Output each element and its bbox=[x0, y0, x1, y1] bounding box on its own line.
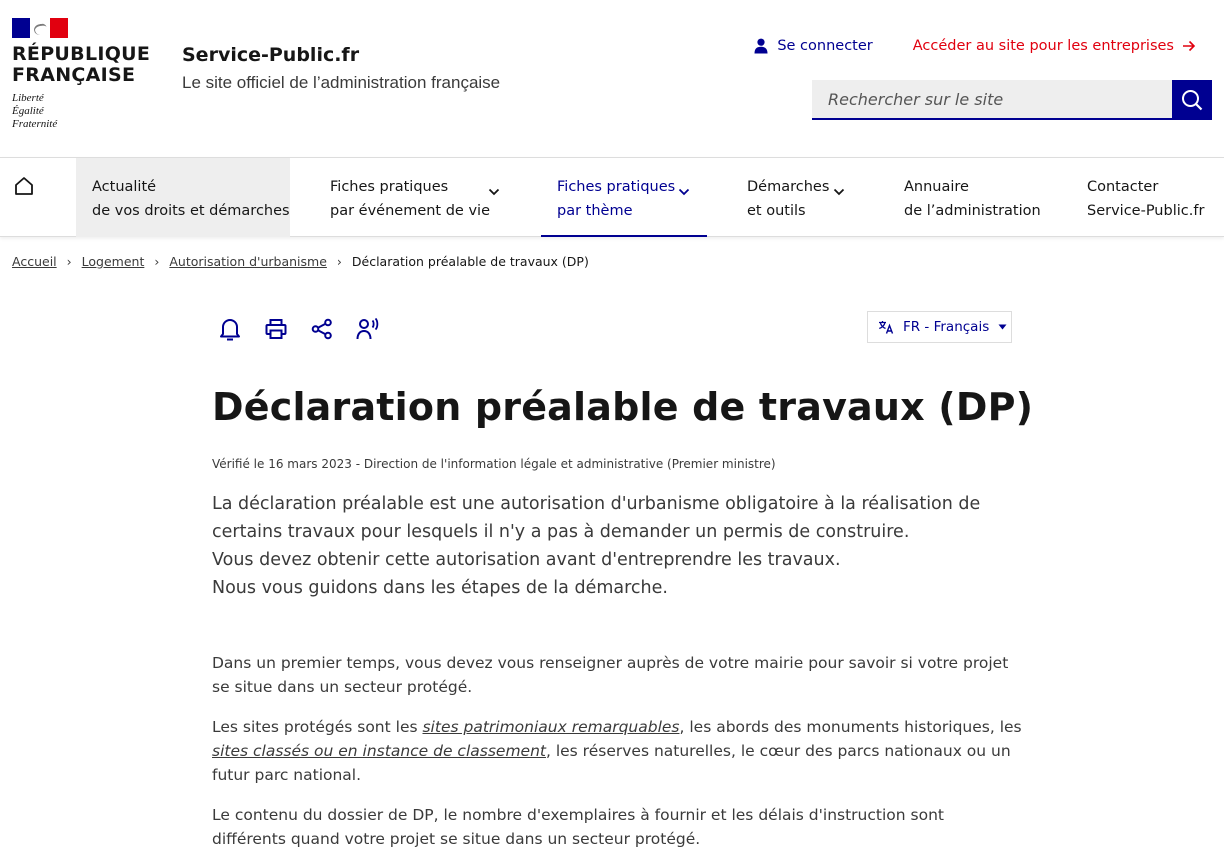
login-link[interactable] bbox=[754, 38, 872, 54]
enterprise-link[interactable] bbox=[913, 38, 1196, 54]
bell-icon bbox=[219, 317, 241, 341]
translate-icon bbox=[878, 320, 894, 334]
nav-item-line1: Actualité bbox=[92, 179, 157, 195]
nav-item-par-theme[interactable] bbox=[541, 158, 707, 237]
nav-home[interactable] bbox=[0, 158, 76, 237]
breadcrumb bbox=[12, 254, 589, 269]
nav-item-contacter[interactable] bbox=[1071, 158, 1221, 237]
logo-text bbox=[12, 44, 152, 86]
nav-item-line2: Service-Public.fr bbox=[1087, 203, 1205, 219]
breadcrumb-current: Déclaration préalable de travaux (DP) bbox=[351, 254, 589, 269]
page-title: Déclaration préalable de travaux (DP) bbox=[212, 385, 1034, 429]
link-sites-patrimoniaux[interactable]: sites patrimoniaux remarquables bbox=[422, 718, 680, 736]
page-tools bbox=[218, 316, 380, 342]
devise-egalite: Égalité bbox=[12, 105, 44, 117]
nav-item-line2: par événement de vie bbox=[330, 203, 490, 219]
nav-item-line1: Fiches pratiques bbox=[557, 179, 676, 195]
nav-item-line1: Fiches pratiques bbox=[330, 179, 449, 195]
search-input[interactable] bbox=[812, 80, 1172, 120]
breadcrumb-item[interactable]: Logement bbox=[81, 254, 145, 269]
text-to-speech-icon bbox=[356, 318, 380, 340]
nav-item-line1: Contacter bbox=[1087, 179, 1159, 195]
subscribe-alert-button[interactable] bbox=[218, 316, 242, 342]
language-selector[interactable] bbox=[867, 311, 1012, 343]
republique-francaise-logo[interactable] bbox=[12, 18, 152, 131]
site-brand[interactable] bbox=[182, 44, 500, 93]
link-sites-classes[interactable]: sites classés ou en instance de classement bbox=[212, 742, 546, 760]
main-navigation bbox=[0, 157, 1224, 237]
search-button[interactable] bbox=[1172, 80, 1212, 120]
paragraph-text: Les sites protégés sont les bbox=[212, 718, 423, 736]
site-header bbox=[0, 0, 1224, 157]
language-label: FR - Français bbox=[903, 319, 990, 335]
breadcrumb-item[interactable]: Accueil bbox=[12, 254, 57, 269]
chevron-right-icon: › bbox=[154, 254, 160, 269]
search-bar bbox=[812, 80, 1212, 120]
header-links bbox=[754, 38, 1196, 54]
verification-date: Vérifié le 16 mars 2023 - Direction de l'information légale et administrative (Premier ministre) bbox=[212, 457, 776, 471]
devise-fraternite: Fraternité bbox=[12, 118, 58, 130]
share-icon bbox=[311, 318, 333, 340]
lead-paragraph: Vous devez obtenir cette autorisation avant d'entreprendre les travaux. bbox=[212, 550, 841, 570]
arrow-right-icon bbox=[1182, 40, 1196, 52]
printer-icon bbox=[265, 318, 287, 340]
nav-item-demarches[interactable] bbox=[731, 158, 861, 237]
article-paragraph-1: Dans un premier temps, vous devez vous renseigner auprès de votre mairie pour savoir si votre projet se situe dans un secteur protégé. bbox=[212, 654, 1009, 696]
nav-item-line2: de vos droits et démarches bbox=[92, 203, 290, 219]
site-subtitle: Le site officiel de l’administration française bbox=[182, 73, 501, 92]
article-paragraph-2 bbox=[212, 715, 1022, 787]
print-button[interactable] bbox=[264, 316, 288, 342]
caret-down-icon bbox=[998, 324, 1007, 330]
breadcrumb-item[interactable]: Autorisation d'urbanisme bbox=[169, 254, 327, 269]
nav-item-line1: Démarches bbox=[747, 179, 830, 195]
paragraph-text: , les réserves naturelles, le cœur des parcs nationaux ou un futur parc national. bbox=[212, 742, 1011, 784]
user-icon bbox=[754, 38, 768, 54]
chevron-right-icon: › bbox=[66, 254, 72, 269]
chevron-right-icon: › bbox=[336, 254, 342, 269]
logo-line-1: RÉPUBLIQUE bbox=[12, 43, 151, 65]
nav-item-annuaire[interactable] bbox=[888, 158, 1058, 237]
article-paragraph-3: Le contenu du dossier de DP, le nombre d'exemplaires à fournir et les délais d'instruction sont différents quand votre projet se situe dans un secteur protégé. bbox=[212, 806, 944, 848]
marianne-flag-icon bbox=[12, 18, 68, 38]
search-icon bbox=[1181, 89, 1203, 111]
nav-item-evenement-de-vie[interactable] bbox=[314, 158, 514, 237]
nav-item-line2: de l’administration bbox=[904, 203, 1041, 219]
home-icon bbox=[14, 176, 34, 196]
listen-button[interactable] bbox=[356, 316, 380, 342]
lead-paragraph: Nous vous guidons dans les étapes de la démarche. bbox=[212, 578, 668, 598]
site-title[interactable]: Service-Public.fr bbox=[182, 44, 360, 66]
paragraph-text: , les abords des monuments historiques, les bbox=[679, 718, 1022, 736]
enterprise-label: Accéder au site pour les entreprises bbox=[912, 38, 1174, 54]
nav-item-line1: Annuaire bbox=[904, 179, 969, 195]
chevron-down-icon bbox=[678, 188, 690, 196]
logo-line-2: FRANÇAISE bbox=[12, 64, 136, 86]
chevron-down-icon bbox=[833, 188, 845, 196]
nav-item-line2: et outils bbox=[747, 203, 806, 219]
devise-liberte: Liberté bbox=[12, 92, 44, 104]
nav-item-line2: par thème bbox=[557, 203, 633, 219]
share-button[interactable] bbox=[310, 316, 334, 342]
login-label: Se connecter bbox=[777, 38, 873, 54]
chevron-down-icon bbox=[488, 188, 500, 196]
lead-paragraph: La déclaration préalable est une autorisation d'urbanisme obligatoire à la réalisation de certains travaux pour lesquels il n'y a pas à demander un permis de construire. bbox=[212, 494, 981, 542]
article-lead bbox=[212, 490, 1002, 602]
devise bbox=[12, 92, 152, 131]
nav-item-actualite[interactable] bbox=[76, 158, 290, 237]
